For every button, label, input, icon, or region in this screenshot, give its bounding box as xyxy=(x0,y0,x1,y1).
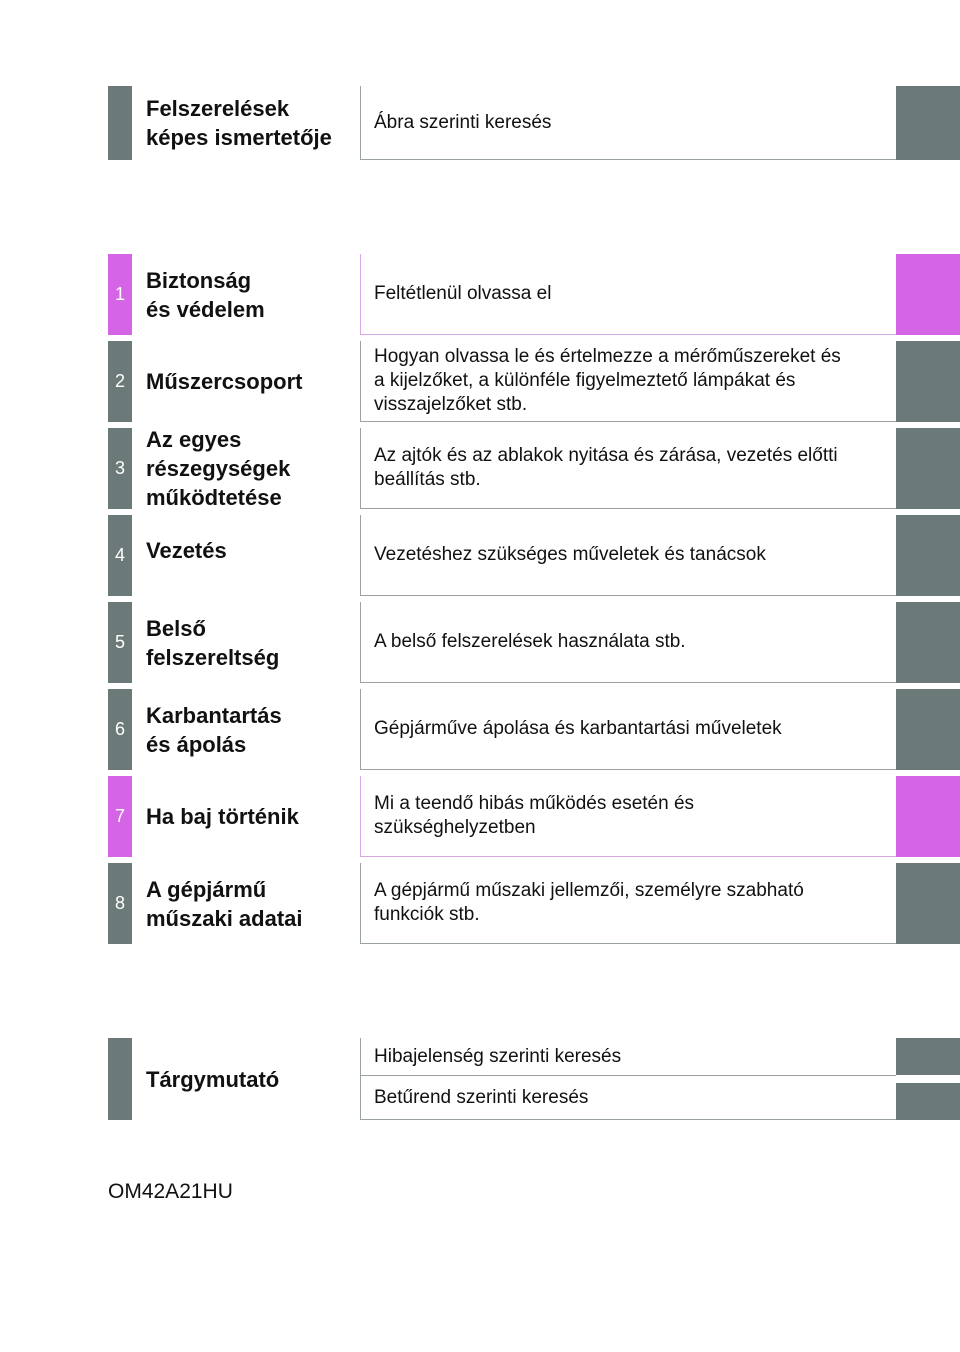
chapter-row-6[interactable] xyxy=(108,689,960,770)
chapter-title: Műszercsoport xyxy=(146,369,303,394)
chapter-tab xyxy=(896,602,960,683)
document-code: OM42A21HU xyxy=(108,1180,233,1203)
chapter-number: 2 xyxy=(108,341,132,422)
chapter-title: Biztonság és védelem xyxy=(146,267,265,322)
chapter-title: Az egyes részegységek működtetése xyxy=(146,427,291,510)
chapter-number: 6 xyxy=(108,689,132,770)
chapter-title: Karbantartás és ápolás xyxy=(146,702,282,757)
index-title: Tárgymutató xyxy=(146,1066,280,1092)
chapter-tab xyxy=(896,689,960,770)
chapter-number: 7 xyxy=(108,776,132,857)
chapter-description: A gépjármű műszaki jellemzői, személyre szabható funkciók stb. xyxy=(360,863,896,944)
chapter-row-3[interactable] xyxy=(108,428,960,509)
chapter-title: A gépjármű műszaki adatai xyxy=(146,876,303,931)
chapter-row-2[interactable] xyxy=(108,341,960,422)
chapter-number: 8 xyxy=(108,863,132,944)
chapter-number: 3 xyxy=(108,428,132,509)
chapter-row-4[interactable] xyxy=(108,515,960,596)
index-item-alphabetical-search[interactable]: Betűrend szerinti keresés xyxy=(360,1076,896,1120)
chapter-title: Belső felszereltség xyxy=(146,615,280,670)
chapter-number: 4 xyxy=(108,515,132,596)
chapter-tab xyxy=(896,863,960,944)
chapter-row-5[interactable] xyxy=(108,602,960,683)
chapter-number: 1 xyxy=(108,254,132,335)
chapter-row-7[interactable] xyxy=(108,776,960,857)
intro-description: Ábra szerinti keresés xyxy=(360,86,896,160)
chapter-title: Ha baj történik xyxy=(146,804,299,829)
chapter-tab xyxy=(896,776,960,857)
chapter-description: Az ajtók és az ablakok nyitása és zárása, vezetés előtti beállítás stb. xyxy=(360,428,896,509)
chapter-row-1[interactable] xyxy=(108,254,960,335)
chapter-tab xyxy=(896,341,960,422)
index-tab-fault xyxy=(896,1038,960,1075)
chapter-description: Feltétlenül olvassa el xyxy=(360,254,896,335)
chapter-number: 5 xyxy=(108,602,132,683)
chapter-tab xyxy=(896,428,960,509)
index-item-fault-search[interactable]: Hibajelenség szerinti keresés xyxy=(360,1038,896,1075)
chapter-tab xyxy=(896,515,960,596)
chapter-description: Vezetéshez szükséges műveletek és tanácsok xyxy=(360,515,896,596)
index-tab-alphabetical xyxy=(896,1083,960,1120)
intro-tab xyxy=(896,86,960,160)
chapter-title: Vezetés xyxy=(146,538,227,563)
chapter-row-8[interactable] xyxy=(108,863,960,944)
chapter-description: Gépjárműve ápolása és karbantartási műveletek xyxy=(360,689,896,770)
chapter-description: A belső felszerelések használata stb. xyxy=(360,602,896,683)
intro-title: Felszerelések képes ismertetője xyxy=(146,96,332,150)
chapter-tab xyxy=(896,254,960,335)
index-marker xyxy=(108,1038,132,1120)
intro-row[interactable] xyxy=(108,86,960,160)
chapter-description: Hogyan olvassa le és értelmezze a mérőműszereket és a kijelzőket, a különféle figyelmeztető lámpákat és visszajelzőket stb. xyxy=(360,341,896,422)
chapter-description: Mi a teendő hibás működés esetén és szükséghelyzetben xyxy=(360,776,896,857)
intro-marker xyxy=(108,86,132,160)
index-row[interactable] xyxy=(108,1038,960,1120)
